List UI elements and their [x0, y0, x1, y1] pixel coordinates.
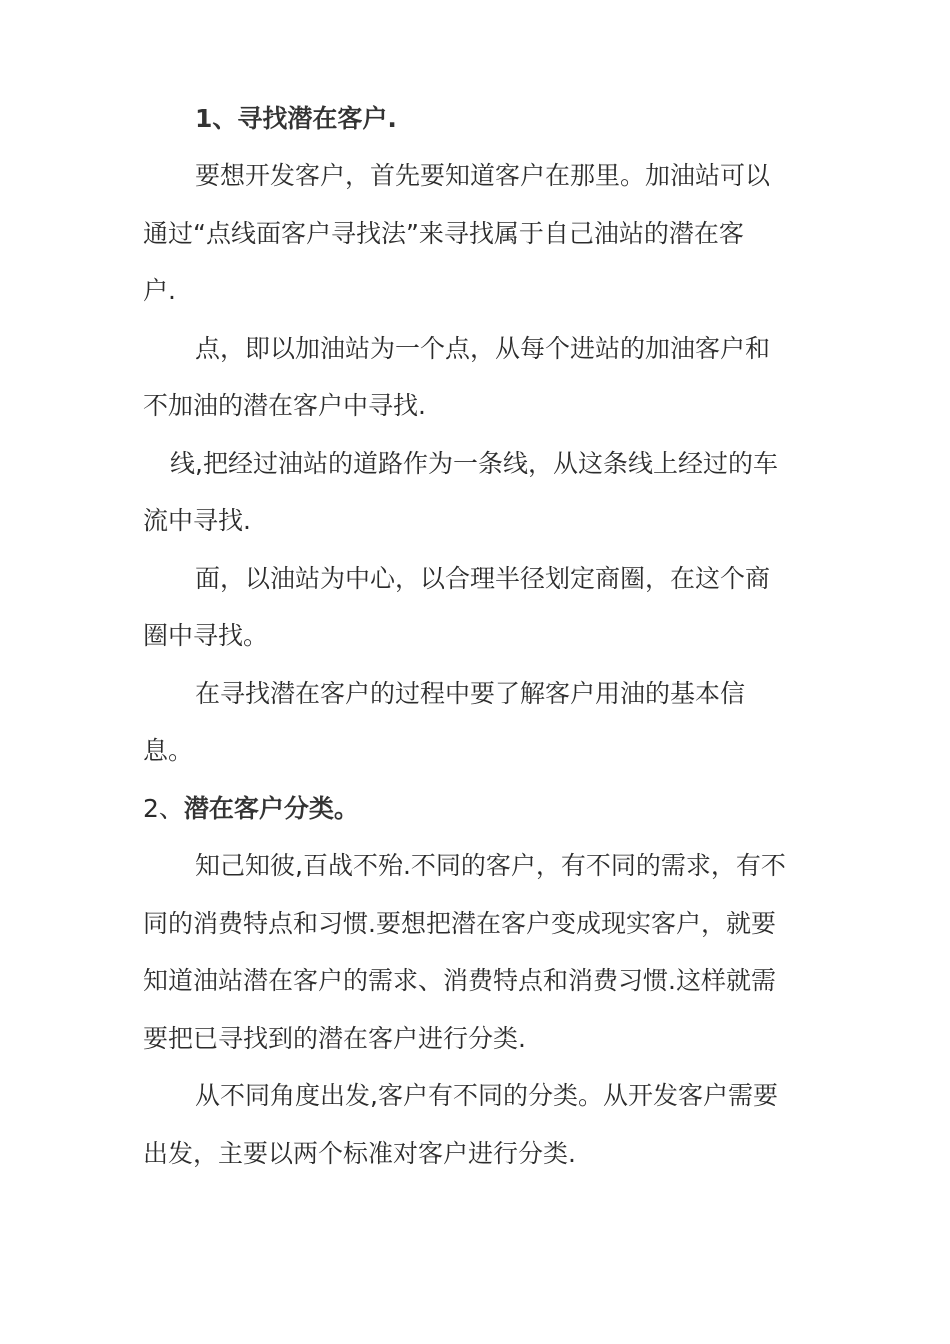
paragraph-line: 息。	[143, 736, 194, 765]
paragraph-line: 不加油的潜在客户中寻找.	[143, 391, 426, 420]
paragraph-line: 在寻找潜在客户的过程中要了解客户用油的基本信	[195, 679, 746, 708]
paragraph-line: 流中寻找.	[143, 506, 251, 535]
paragraph-line: 要想开发客户，首先要知道客户在那里。加油站可以	[195, 161, 771, 190]
paragraph-line: 出发，主要以两个标准对客户进行分类.	[143, 1139, 576, 1168]
paragraph-line: 要把已寻找到的潜在客户进行分类.	[143, 1024, 526, 1053]
paragraph-line: 户.	[143, 276, 176, 305]
paragraph-line: 同的消费特点和习惯.要想把潜在客户变成现实客户，就要	[143, 909, 776, 938]
section-heading-1: 1、寻找潜在客户.	[195, 104, 397, 133]
paragraph-line: 点，即以加油站为一个点，从每个进站的加油客户和	[195, 334, 771, 363]
section-title: 潜在客户分类。	[183, 794, 359, 823]
paragraph-line: 线,把经过油站的道路作为一条线，从这条线上经过的车	[170, 449, 778, 478]
paragraph-line: 知道油站潜在客户的需求、消费特点和消费习惯.这样就需	[143, 966, 776, 995]
paragraph-line: 通过“点线面客户寻找法”来寻找属于自己油站的潜在客	[143, 219, 744, 248]
paragraph-line: 从不同角度出发,客户有不同的分类。从开发客户需要	[195, 1081, 778, 1110]
paragraph-line: 知己知彼,百战不殆.不同的客户，有不同的需求，有不	[195, 851, 786, 880]
section-heading-2	[143, 794, 359, 824]
section-number: 2、	[143, 794, 184, 823]
paragraph-line: 面，以油站为中心，以合理半径划定商圈，在这个商	[195, 564, 771, 593]
paragraph-line: 圈中寻找。	[143, 621, 269, 650]
